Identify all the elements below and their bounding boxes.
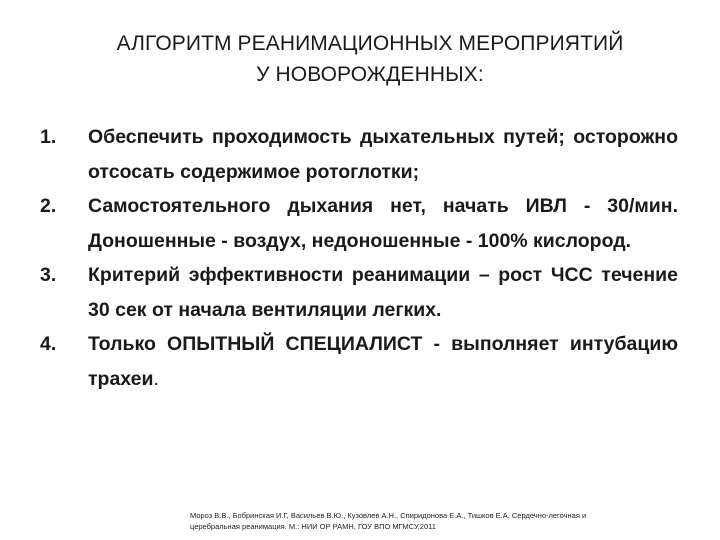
list-item-number: 1. [40, 126, 57, 148]
list-item-text-main: Только ОПЫТНЫЙ СПЕЦИАЛИСТ - выполняет интубацию трахеи [88, 333, 678, 390]
title-line-2: У НОВОРОЖДЕННЫХ: [256, 63, 484, 86]
list-item [40, 327, 678, 396]
list-item [40, 120, 678, 189]
list-item-text: Самостоятельного дыхания нет, начать ИВЛ - 30/мин. Доношенные - воздух, недоношенные - 100% кислород. [88, 195, 678, 252]
slide-title [40, 28, 700, 90]
list-item [40, 258, 678, 327]
algorithm-list [40, 120, 678, 396]
footer-line-1: Мороз В.В., Бобринская И.Г, Васильев В.Ю., Кузовлев А.Н., Спиридонова Е.А., Тишков Е.А. Сердечно-легочная и [190, 511, 587, 520]
title-line-1: АЛГОРИТМ РЕАНИМАЦИОННЫХ МЕРОПРИЯТИЙ [116, 32, 624, 55]
list-item-text [88, 333, 678, 390]
list-item-number: 3. [40, 264, 57, 286]
list-item-text-trailing: . [153, 367, 159, 390]
citation-footer [190, 510, 690, 532]
footer-line-2: церебральная реанимация. М.: НИИ ОР РАМН, ГОУ ВПО МГМСУ,2011 [190, 522, 436, 531]
list-item-text: Критерий эффективности реанимации – рост ЧСС течение 30 сек от начала вентиляции легких. [88, 264, 678, 321]
list-item-text: Обеспечить проходимость дыхательных путей; осторожно отсосать содержимое ротоглотки; [88, 126, 678, 183]
list-item [40, 189, 678, 258]
list-item-number: 2. [40, 195, 57, 217]
list-item-number: 4. [40, 333, 57, 355]
